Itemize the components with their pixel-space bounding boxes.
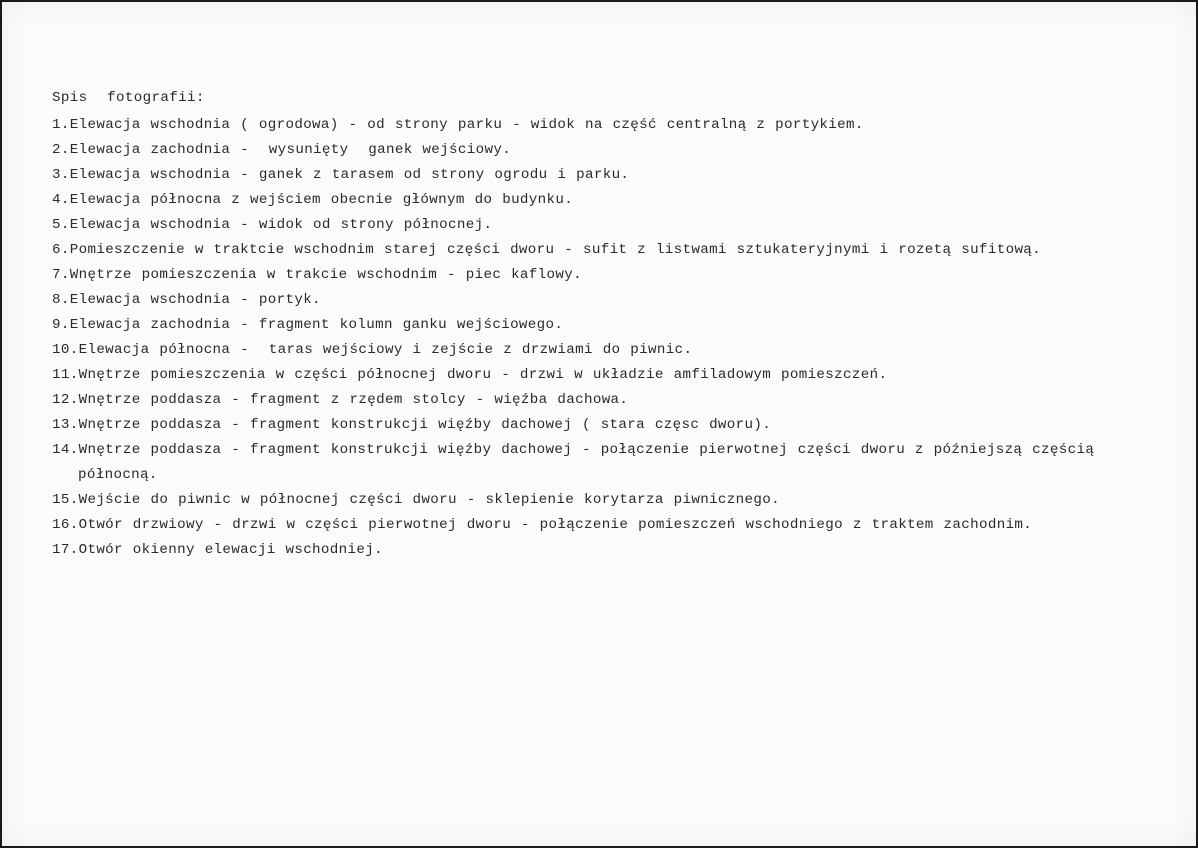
- list-item: [52, 263, 1182, 288]
- list-item: [52, 188, 1182, 213]
- list-item-text: Pomieszczenie w traktcie wschodnim starej części dworu - sufit z listwami sztukateryjnymi i rozetą sufitową.: [69, 242, 1042, 258]
- list-item: [52, 513, 1182, 538]
- list-item: [52, 238, 1182, 263]
- list-item: [52, 313, 1182, 338]
- list-item-text: Otwór drzwiowy - drzwi w części pierwotnej dworu - połączenie pomieszczeń wschodniego z traktem zachodnim.: [78, 517, 1033, 533]
- list-item-text: Wnętrze poddasza - fragment z rzędem stolcy - więźba dachowa.: [78, 392, 629, 408]
- list-item-text: Elewacja zachodnia - fragment kolumn ganku wejściowego.: [69, 317, 564, 333]
- list-item-number: 5.: [52, 217, 70, 233]
- list-item-number: 8.: [52, 292, 70, 308]
- list-item: [52, 113, 1182, 138]
- list-item-text: Wnętrze poddasza - fragment konstrukcji więźby dachowej ( stara częsc dworu).: [78, 417, 772, 433]
- list-item-number: 17.: [52, 542, 79, 558]
- list-item-number: 4.: [52, 192, 70, 208]
- list-item: [52, 363, 1182, 388]
- list-item-text: Wnętrze pomieszczenia w trakcie wschodnim - piec kaflowy.: [69, 267, 582, 283]
- photo-list: [52, 113, 1182, 563]
- list-item-text: Elewacja północna z wejściem obecnie głównym do budynku.: [69, 192, 574, 208]
- photo-list-document: [52, 88, 1182, 563]
- list-item-text: Otwór okienny elewacji wschodniej.: [78, 542, 383, 558]
- list-item-text: Elewacja wschodnia - widok od strony północnej.: [69, 217, 493, 233]
- list-item: [52, 288, 1182, 313]
- list-item-number: 13.: [52, 417, 79, 433]
- list-item-number: 9.: [52, 317, 70, 333]
- document-heading: Spis fotografii:: [52, 90, 205, 106]
- list-item: [52, 538, 1182, 563]
- list-item: [52, 338, 1182, 363]
- list-item-number: 10.: [52, 342, 79, 358]
- list-item-text: Wnętrze pomieszczenia w części północnej dworu - drzwi w układzie amfiladowym pomieszczeń.: [78, 367, 888, 383]
- list-item-text: Elewacja wschodnia ( ogrodowa) - od strony parku - widok na część centralną z portykiem.: [69, 117, 864, 133]
- list-item-text: Elewacja wschodnia - portyk.: [69, 292, 321, 308]
- list-item-number: 2.: [52, 142, 70, 158]
- list-item-number: 6.: [52, 242, 70, 258]
- list-item-text: Wnętrze poddasza - fragment konstrukcji więźby dachowej - połączenie pierwotnej części dworu z późniejszą częścią północną.: [78, 442, 1105, 483]
- list-item: [52, 138, 1182, 163]
- list-item-text: Elewacja zachodnia - wysunięty ganek wejściowy.: [69, 142, 512, 158]
- list-item: [52, 413, 1182, 438]
- list-item: [52, 163, 1182, 188]
- list-item-number: 12.: [52, 392, 79, 408]
- list-item-number: 1.: [52, 117, 70, 133]
- list-item-number: 16.: [52, 517, 79, 533]
- list-item: [52, 213, 1182, 238]
- list-item-number: 14.: [52, 442, 79, 458]
- list-item-number: 3.: [52, 167, 70, 183]
- paper-sheet: [2, 2, 1196, 846]
- list-item: [52, 438, 1182, 488]
- list-item-text: Elewacja wschodnia - ganek z tarasem od strony ogrodu i parku.: [69, 167, 630, 183]
- list-item-number: 11.: [52, 367, 79, 383]
- list-item-number: 7.: [52, 267, 70, 283]
- list-item-text: Elewacja północna - taras wejściowy i zejście z drzwiami do piwnic.: [78, 342, 693, 358]
- list-item-text: Wejście do piwnic w północnej części dworu - sklepienie korytarza piwnicznego.: [78, 492, 780, 508]
- list-item-number: 15.: [52, 492, 79, 508]
- list-item: [52, 488, 1182, 513]
- list-item: [52, 388, 1182, 413]
